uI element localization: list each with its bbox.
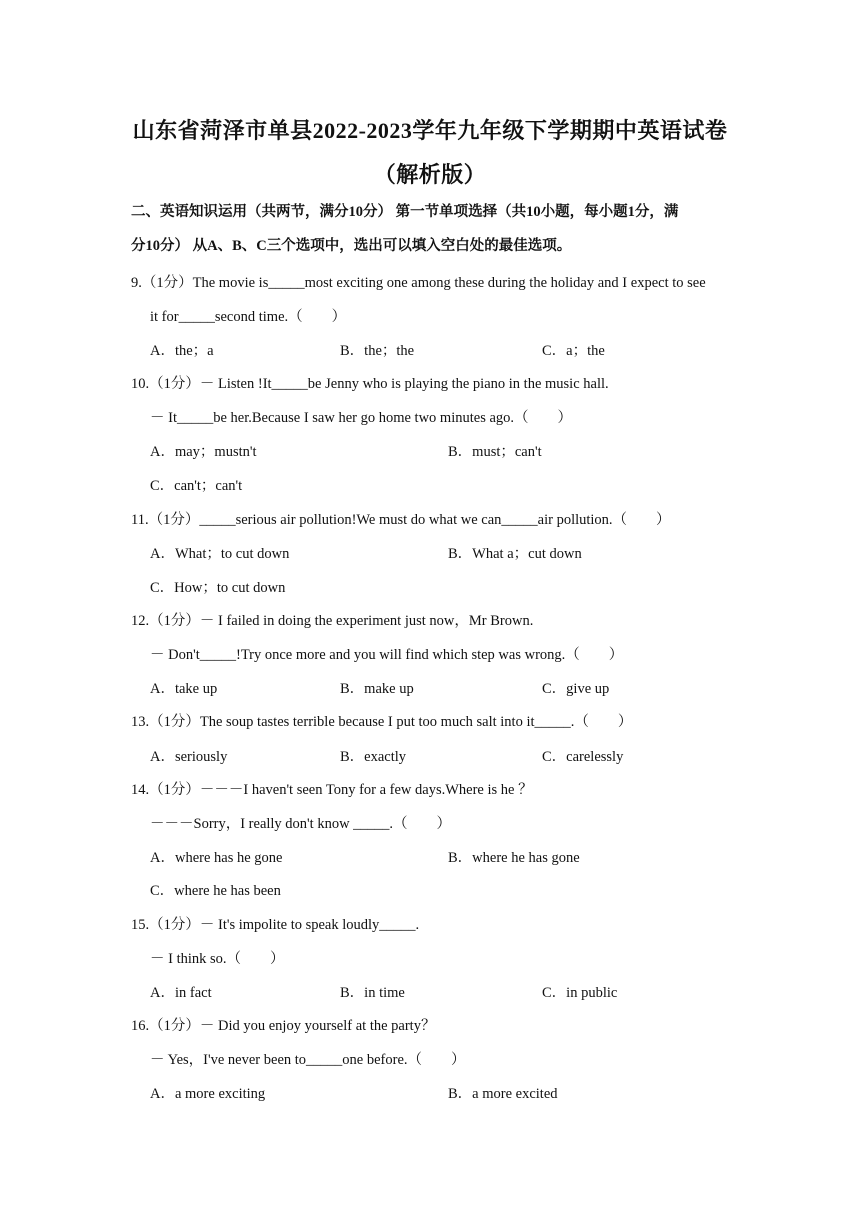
question-9-stem: 9.（1分）The movie is_____most exciting one among these during the holiday and I expect to see [131, 275, 706, 291]
question-14-option-c: C．where he has been [150, 883, 281, 899]
question-11-option-a: A．What；to cut down [150, 546, 290, 562]
question-14-stem: 14.（1分）－－－I haven't seen Tony for a few days.Where is he ？ [131, 782, 533, 798]
question-12-stem-cont: － Don't_____!Try once more and you will find which step was wrong.（ ） [150, 647, 624, 663]
question-10-stem: 10.（1分）－ Listen !It_____be Jenny who is playing the piano in the music hall. [131, 376, 609, 392]
question-15-option-b: B．in time [340, 985, 405, 1001]
question-16-stem: 16.（1分）－ Did you enjoy yourself at the party？ [131, 1018, 436, 1034]
document-title: 山东省菏泽市单县2022-2023学年九年级下学期期中英语试卷 [132, 118, 728, 143]
question-12-option-b: B．make up [340, 681, 414, 697]
question-15-stem: 15.（1分）－ It's impolite to speak loudly_____. [131, 917, 420, 933]
section-heading [131, 195, 731, 263]
question-13-option-a: A．seriously [150, 749, 228, 765]
question-11-option-b: B．What a；cut down [448, 546, 582, 562]
section-heading-line-2: 分10分） 从A、B、C三个选项中，选出可以填入空白处的最佳选项。 [131, 238, 572, 254]
question-9-option-c: C．a；the [542, 343, 605, 359]
question-14-option-b: B．where he has gone [448, 850, 580, 866]
question-10-option-c: C．can't；can't [150, 478, 243, 494]
question-9-option-b: B．the；the [340, 343, 415, 359]
document-subtitle: （解析版） [373, 162, 487, 187]
question-12-option-a: A．take up [150, 681, 218, 697]
question-16-option-b: B．a more excited [448, 1086, 558, 1102]
question-10-stem-cont: － It_____be her.Because I saw her go home two minutes ago.（ ） [150, 410, 573, 426]
question-12-stem: 12.（1分）－ I failed in doing the experiment just now，Mr Brown. [131, 613, 534, 629]
question-11-option-c: C．How；to cut down [150, 580, 286, 596]
question-15-stem-cont: － I think so.（ ） [150, 951, 285, 967]
question-9-option-a: A．the；a [150, 343, 214, 359]
question-15-option-c: C．in public [542, 985, 618, 1001]
question-10-option-b: B．must；can't [448, 444, 542, 460]
question-9-stem-cont: it for_____second time.（ ） [150, 309, 347, 325]
question-14-stem-cont: －－－Sorry，I really don't know _____.（ ） [150, 816, 452, 832]
section-heading-line-1: 二、英语知识运用（共两节，满分10分） 第一节单项选择（共10小题，每小题1分，满 [131, 204, 679, 220]
question-11-stem: 11.（1分）_____serious air pollution!We must do what we can_____air pollution.（ ） [131, 512, 671, 528]
question-16-option-a: A．a more exciting [150, 1086, 266, 1102]
question-15-option-a: A．in fact [150, 985, 212, 1001]
question-12-option-c: C．give up [542, 681, 610, 697]
question-10-option-a: A．may；mustn't [150, 444, 257, 460]
question-16-stem-cont: － Yes，I've never been to_____one before.（ ） [150, 1052, 466, 1068]
question-14-option-a: A．where has he gone [150, 850, 283, 866]
question-13-stem: 13.（1分）The soup tastes terrible because I put too much salt into it_____.（ ） [131, 714, 633, 730]
question-13-option-c: C．carelessly [542, 749, 624, 765]
question-13-option-b: B．exactly [340, 749, 407, 765]
